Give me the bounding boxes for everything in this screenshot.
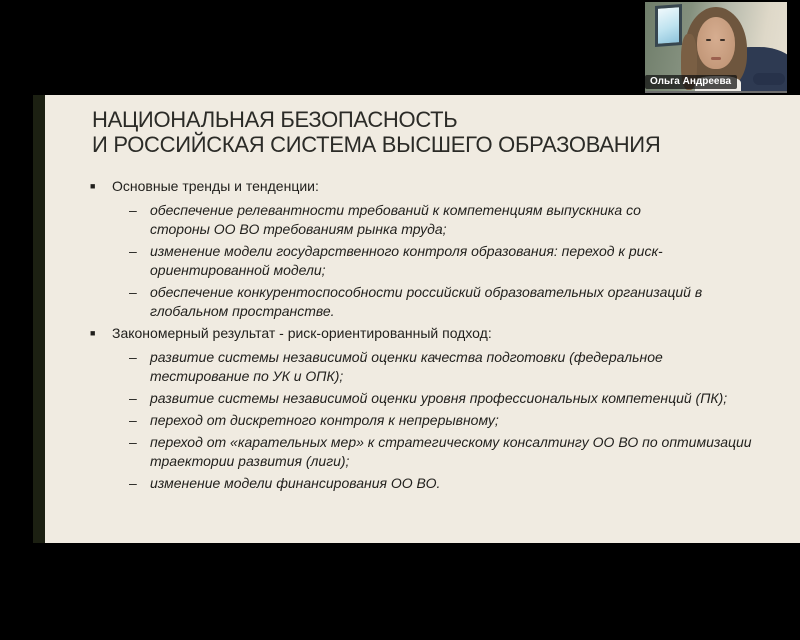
section-heading-text: Закономерный результат - риск-ориентированный подход:	[112, 325, 492, 341]
bullet-dash-icon: –	[129, 243, 137, 259]
list-item-text: изменение модели финансирования ОО ВО.	[150, 475, 441, 491]
webcam-person-mouth	[711, 57, 721, 60]
list-item	[129, 242, 786, 280]
participant-name-badge: Ольга Андреева	[645, 75, 737, 89]
bullet-dash-icon: –	[129, 412, 137, 428]
webcam-person-face	[697, 17, 735, 69]
bullet-dash-icon: –	[129, 390, 137, 406]
slide-section-result	[33, 324, 786, 493]
list-item	[129, 411, 786, 430]
list-item-text: развитие системы независимой оценки уровня профессиональных компетенций (ПК);	[150, 390, 728, 406]
list-item	[129, 201, 786, 239]
shared-slide	[33, 95, 800, 543]
list-item-text: обеспечение конкурентоспособности российский образовательных организаций в глобальном пространстве.	[150, 284, 703, 319]
slide-title	[92, 107, 660, 157]
list-item	[129, 283, 786, 321]
webcam-person-eye-left	[706, 39, 711, 41]
list-item-text: развитие системы независимой оценки качества подготовки (федеральное тестирование по УК и ОПК);	[150, 349, 663, 384]
section-heading-text: Основные тренды и тенденции:	[112, 178, 319, 194]
slide-section-trends	[33, 177, 786, 321]
section-heading	[90, 177, 786, 196]
list-item	[129, 389, 786, 408]
bullet-dash-icon: –	[129, 349, 137, 365]
list-item-text: изменение модели государственного контроля образования: переход к риск-ориентированной модели;	[150, 243, 663, 278]
list-item-text: обеспечение релевантности требований к компетенциям выпускника со стороны ОО ВО требованиям рынка труда;	[150, 202, 641, 237]
bullet-dash-icon: –	[129, 475, 137, 491]
list-item-text: переход от «карательных мер» к стратегическому консалтингу ОО ВО по оптимизации траектории развития (лиги);	[150, 434, 752, 469]
bullet-square-icon: ■	[90, 181, 96, 191]
bullet-square-icon: ■	[90, 328, 96, 338]
webcam-window	[655, 4, 682, 47]
participant-video[interactable]	[645, 2, 787, 93]
slide-title-line2: И РОССИЙСКАЯ СИСТЕМА ВЫСШЕГО ОБРАЗОВАНИЯ	[92, 132, 661, 157]
list-item	[129, 433, 786, 471]
list-item	[129, 474, 786, 493]
webcam-chair-armrest	[753, 73, 785, 85]
section-heading	[90, 324, 786, 343]
list-item	[129, 348, 786, 386]
slide-title-line1: НАЦИОНАЛЬНАЯ БЕЗОПАСНОСТЬ	[92, 107, 458, 132]
bullet-dash-icon: –	[129, 284, 137, 300]
list-item-text: переход от дискретного контроля к непрерывному;	[150, 412, 499, 428]
slide-content	[33, 171, 786, 493]
webcam-person-eye-right	[720, 39, 725, 41]
bullet-dash-icon: –	[129, 434, 137, 450]
bullet-dash-icon: –	[129, 202, 137, 218]
